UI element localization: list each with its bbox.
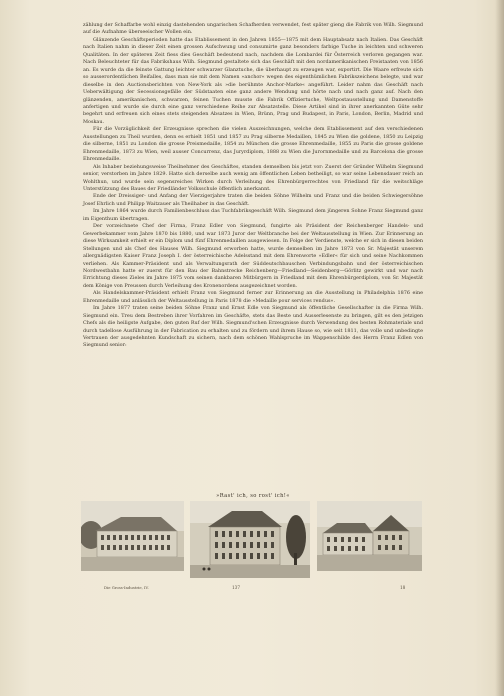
motto: »Rast' ich, so rost' ich!« [216,493,290,499]
factory-photo-strip [81,501,422,579]
paragraph-3: Für die Vorzüglichkeit der Erzeugnisse sprechen die vielen Auszeichnungen, welche dem Etablissement auf den verschiedenen Ausstellungen zu Theil wurden, denn es erhielt 1851 und 1857 zu Prag silberne Medaillen, 1845 zu Wien die goldene, 1850 zu Leipzig die silberne, 1851 zu London die grosse Preismedaille, 1854 zu München die grosse Ehrenmedaille, 1855 zu Paris die grosse goldene Ehrenmedaille, 1873 zu Wien, weil ausser Concurrenz, das Juryrdiplom, 1888 zu Wien die Jurornmedaille und zu Barcelona die grosse Ehrenmedaille. [83,126,423,163]
paragraph-9: Im Jahre 1877 traten seine beiden Söhne Franz und Ernst Edle von Siegmund als öffentliche Gesellschafter in die Firma Wilh. Siegmund ein. Treu dem Bestreben ihrer Vorfahren im Geschäfte, stets das Beste und Ausserlesenste zu bringen, gilt es den jetzigen Chefs als die heiligste Aufgabe, den guten Ruf der Wilh. Siegmund'schen Erzeugnisse durch Verwendung des besten Rohmateriale und durch tadellose Ausführung in der Fabrication zu erhalten und zu fördern und ihrem Hause so, wie seit 1811, das volle und unbedingte Vertrauen der ausgedehnten Kundschaft zu sichern, nach dem schönen Wahlspruche im Wappenschilde des Herrn Franz Edlen von Siegmund senior: [83,305,423,349]
factory-photo-right [317,501,422,571]
paragraph-2: Glänzende Geschäftsperioden hatte das Etablissement in den Jahren 1855—1875 mit dem Hauptabsatz nach Italien. Das Geschäft nach Italien nahm in dieser Zeit einen grossen Aufschwung und consumirte ganz besonders farbige Tuche in leichten und schweren Qualitäten. In der späteren Zeit fiess dies Geschäft bedeutend nach, nachdem die Lombardei für Österreich verloren gegangen war. Nach Beleuchteter für das Fabrikshaus Wilh. Siegmund gestaltete sich das Geschäft mit den nordamerikanischen Freistaaten von 1856 an. Es wurde da die feinste Gattung leichter schwarzer Glanztuche, die überhaupt zu erzeugen war, exportirt. Die Waare erfreute sich so ausserordentlichen Beifalles, dass man sie mit dem Namen »anchor« wegen des eigenthümlichen Fabrikszeichens belegte, und war dieselbe in den Auctionsberichten von New-York als »die berühmte Anchor-Marke« angeführt. Leider nahm das Geschäft nach Ueberwältigung der Secessionsgefälle der Südstaaten eine ganz andere Wendung und hörte nach und nach ganz auf. Nach den glänzenden, amerikanischen, schwarzen, feinen Tuchen musste die Fabrik Offiziertuche, Weltpostausstellung und Damenstoffe anfertigen und wurde sie durch eine ganz verschiedene Reihe zur Absatzstelle. Diese Artikel sind in ihrer anerkannten Güte sehr begehrt und erfreuen sich eines stets steigenden Absatzes in Wien, Brünn, Prag und Budapest, in Paris, London, Berlin, Madrid und Moskau. [83,36,423,125]
paragraph-7: Der vorzeichnete Chef der Firma, Franz Edler von Siegmund, fungirte als Präsident der Reichenberger Handels- und Gewerbekammer vom Jahre 1870 bis 1880, und war 1873 Juror der Weltbranche bei der Weltausstellung in Wien. Zur Erinnerung an diese Wirksamkeit erhielt er ein Diplom und fünf Ehrenmedaillen ausgewiesen. In Folge der Verdienste, welche er sich in diesen beiden Stellungen und als Chef des Hauses Wilh. Siegmund erworben hatte, wurde demselben im Jahre 1873 von Sr. Majestät unserem allergnädigsten Kaiser Franz Joseph I. der österreichische Adelsstand mit dem Ehrenworte »Edler« für sich und seine Nachkommen verliehen. Als Kammer-Präsident und als Verwaltungsrath der Süddeutschbauschen Verbindungsbahn und der österreichischen Nordwestbahn hatte er zuerst für den Bau der Bahnstrecke Reichenberg—Friedland—Seidenberg—Görlitz gewirkt und war nach Errichtung dieses Zieles im Jahre 1875 vom seinen dankbaren Mitbürgern in Friedland mit dem Ehrenbürgerdiplom, von Sr. Majestät dem Könige von Preussen durch Verleihung des Kronenordens ausgezeichnet worden. [83,223,423,289]
factory-photo-center [190,501,310,578]
paragraph-8: Als Handelskammer-Präsident erhielt Franz von Siegmund ferner zur Erinnerung an die Ausstellung in Philadelphia 1876 eine Ehrenmedaille und anlässlich der Weltausstellung in Paris 1878 die »Medaille pour services rendus«. [83,290,423,304]
paragraph-1: zählung der Schaffarbe wohl einzig dastehenden ungarischen Schafherden verwendet, fest später gieng die Fabrik von Wilh. Siegmund auf die Aufnahme überseeischer Wollen ein. [83,22,423,36]
paragraph-6: Im Jahre 1864 wurde durch Familienbeschluss das Tuchfabriksgeschäft Wilh. Siegmund dem jüngeren Sohne Franz Siegmund ganz im Eigenthum übertragen. [83,208,423,222]
publication-caption: Die Gross-Industrie, IV. [104,585,149,590]
sheet-number: 18 [400,585,406,590]
page-number: 137 [232,585,240,590]
body-text [83,22,423,350]
paragraph-4: Als Inhaber beziehungsweise Theilnehmer des Geschäftes, standen demselben bis jetzt vor: Zuerst der Gründer Wilhelm Siegmund senior, verstorben im Jahre 1829. Hatte sich derselbe auch wenig am öffentlichen Leben betheiligt, so war seine Lebensdauer reich an Wohlthun, und wurde sein segensreiches Wirken durch Verleihung des Ehrenbürgerrechtes von Friedland für die weitschläge Unterstützung des Baues der Friedländer Volksschule öffentlich anerkannt. [83,163,423,192]
factory-photo-left [81,501,184,571]
paragraph-5: Ende der Dreissiger- und Anfang der Vierzigerjahre traten die beiden Söhne Wilhelm und Franz und die beiden Schwiegersöhne Josef Ehrlich und Philipp Waitzauer als Theilhaber in das Geschäft. [83,193,423,207]
